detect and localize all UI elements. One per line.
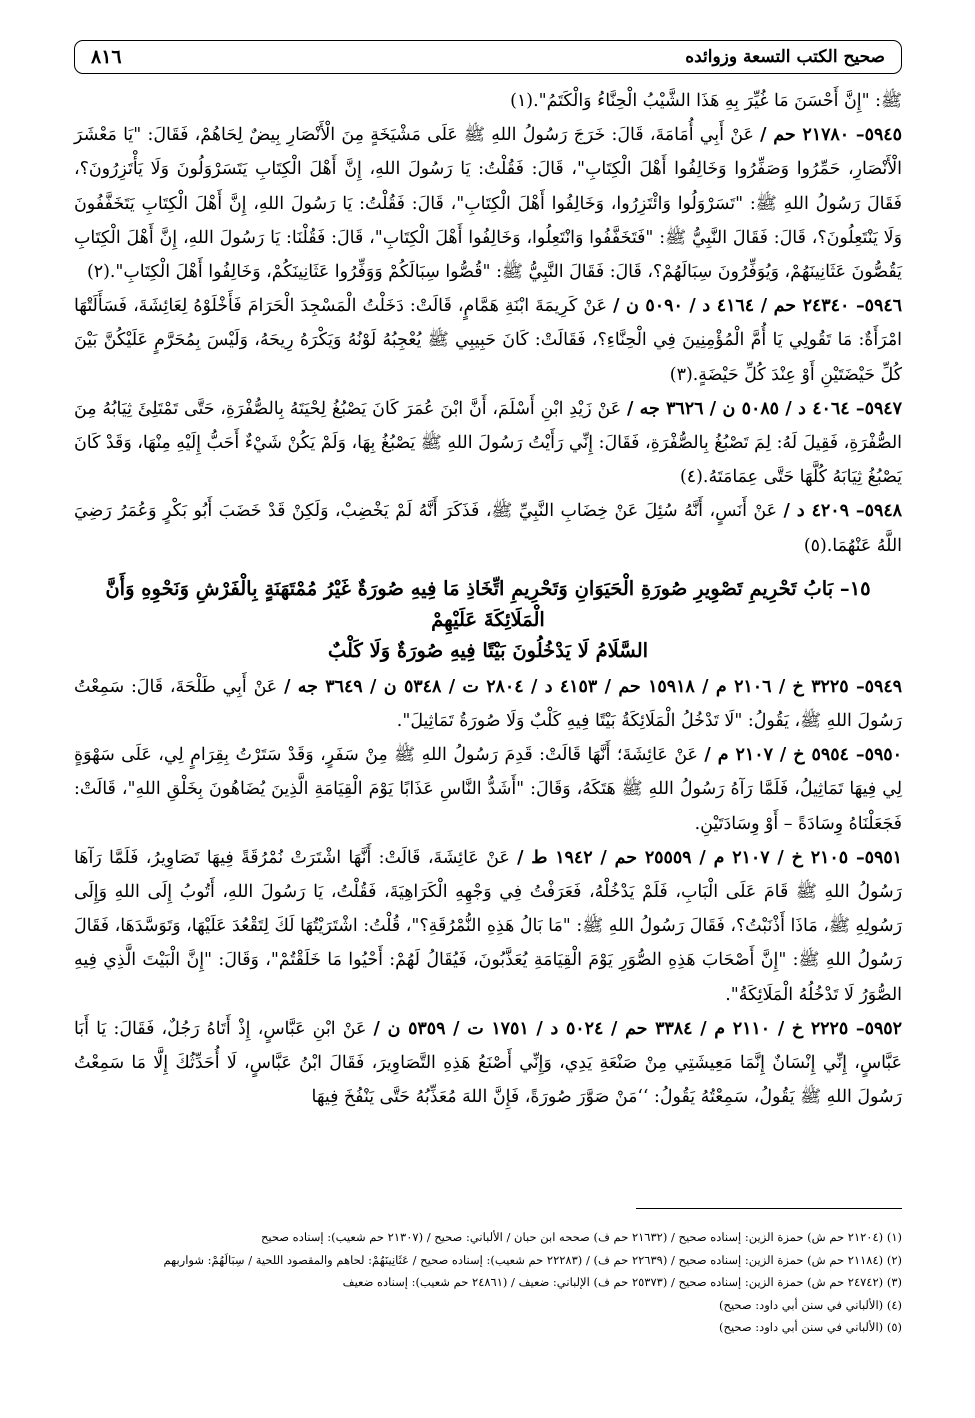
hadith-number: ٥٩٤٨– ٤٢٠٩ د / xyxy=(783,501,903,522)
footnote: (٤) (الألباني في سنن أبي داود: صحيح) xyxy=(719,1297,902,1312)
footnote: (٢) (٢١١٨٤ حم ش) حمزة الزين: إسناده صحيح / (٢٢٦٣٩ حم ف) / (٢٢٢٨٣ حم شعيب): إسناده صحيح / عَثَانِينَهُمْ: لحاهم والمقصود اللحية / سِبَالَهُمْ: شواربهم xyxy=(163,1252,902,1267)
hadith-number: ٥٩٥٠– ٥٩٥٤ خ / ٢١٠٧ م / xyxy=(704,745,902,766)
hadith-number: ٥٩٤٩– ٣٢٢٥ خ / ٢١٠٦ م / ١٥٩١٨ حم / ٤١٥٣ د / ٢٨٠٤ ت / ٥٣٤٨ ن / ٣٦٤٩ جه / xyxy=(284,676,903,697)
footnote: (١) (٢١٢٠٤ حم ش) حمزة الزين: إسناده صحيح / (٢١٦٣٢ حم ف) صححه ابن حبان / الألباني: صحيح / (٢١٣٠٧ حم شعيب): إسناده صحيح xyxy=(260,1230,902,1244)
footnotes xyxy=(74,1226,902,1339)
hadith-paragraph xyxy=(74,84,902,118)
hadith-text: عَنْ أَبِي أُمَامَةَ، قَالَ: خَرَجَ رَسُولُ اللهِ ﷺ عَلَى مَشْيَخَةٍ مِنَ الْأَنْصَارِ بِيضٌ لِحَاهُمْ، فَقَالَ: "يَا مَعْشَرَ الْأَنْصَارِ، حَمِّرُوا وَصَفِّرُوا وَخَالِفُوا أَهْلَ الْكِتَابِ"، قَالَ: فَقُلْتُ: يَا رَسُولَ اللهِ، إِنَّ أَهْلَ الْكِتَابِ يَتَسَرْوَلُونَ وَلَا يَأْتَزِرُونَ؟، فَقَالَ رَسُولُ اللهِ ﷺ: "تَسَرْوَلُوا وَائْتَزِرُوا، وَخَالِفُوا أَهْلَ الْكِتَابِ"، قَالَ: فَقُلْتُ: يَا رَسُولَ اللهِ، إِنَّ أَهْلَ الْكِتَابِ يَتَخَفَّفُونَ وَلَا يَنْتَعِلُونَ؟، قَالَ: فَقَالَ النَّبِيُّ ﷺ: "فَتَخَفَّفُوا وَانْتَعِلُوا، وَخَالِفُوا أَهْلَ الْكِتَابِ"، قَالَ: فَقُلْنَا: يَا رَسُولَ اللهِ، إِنَّ أَهْلَ الْكِتَابِ يَقُصُّونَ عَثَانِينَهُمْ، وَيُوَفِّرُونَ سِبَالَهُمْ؟، قَالَ: فَقَالَ النَّبِيُّ ﷺ: "قُصُّوا سِبَالَكُمْ وَوَفِّرُوا عَثَانِينَكُمْ، وَخَالِفُوا أَهْلَ الْكِتَابِ".(٢) xyxy=(74,125,902,283)
hadith-paragraph xyxy=(74,738,902,841)
footnote: (٣) (٢٤٧٤٢ حم ش) حمزة الزين: إسناده صحيح / (٢٥٣٧٣ حم ف) الإلباني: ضعيف / (٢٤٨٦١ حم شعيب): إسناده ضعيف xyxy=(342,1275,902,1290)
hadith-number: ٥٩٥١– ٢١٠٥ خ / ٢١٠٧ م / ٢٥٥٥٩ حم / ١٩٤٢ ط / xyxy=(517,847,903,868)
hadith-paragraph xyxy=(74,118,902,289)
hadith-number: ٥٩٤٧– ٤٠٦٤ د / ٥٠٨٥ ن / ٣٦٢٦ جه / xyxy=(626,398,902,419)
hadith-paragraph xyxy=(74,289,902,392)
hadith-number: ٥٩٤٥– ٢١٧٨٠ حم / xyxy=(760,125,902,146)
hadith-text: عَنْ أَنَسٍ، أَنَّهُ سُئِلَ عَنْ خِضَابِ النَّبِيِّ ﷺ، فَذَكَرَ أَنَّهُ لَمْ يَخْضِبْ، وَلَكِنْ قَدْ خَضَبَ أَبُو بَكْرٍ وَعُمَرُ رَضِيَ اللَّهُ عَنْهُمَا.(٥) xyxy=(74,501,902,556)
page-number: ٨١٦ xyxy=(91,46,122,68)
hadith-text: عَنْ زَيْدِ ابْنِ أَسْلَمَ، أَنَّ ابْنَ عُمَرَ كَانَ يَصْبُغُ لِحْيَتَهُ بِالصُّفْرَةِ، حَتَّى تَمْتَلِئَ ثِيَابُهُ مِنَ الصُّفْرَةِ، فَقِيلَ لَهُ: لِمَ تَصْبُغُ بِالصُّفْرَةِ، فَقَالَ: إِنِّي رَأَيْتُ رَسُولَ اللهِ ﷺ يَصْبُغُ بِهَا، وَلَمْ يَكُنْ شَيْءٌ أَحَبُّ إِلَيْهِ مِنْهَا، وَقَدْ كَانَ يَصْبُغُ ثِيَابَهُ كُلَّهَا حَتَّى عِمَامَتَهُ.(٤) xyxy=(74,398,902,488)
chapter-title-line: ١٥– بَابُ تَحْرِيمِ تَصْوِيرِ صُورَةِ الْحَيَوَانِ وَتَحْرِيمِ اتِّخَاذِ مَا فِيهِ صُورَةٌ غَيْرُ مُمْتَهَنَةٍ بِالْفَرْشِ وَنَحْوِهِ وَأَنَّ الْمَلَائِكَةَ عَلَيْهِمْ xyxy=(105,576,871,631)
hadith-number: ٥٩٥٢– ٢٢٢٥ خ / ٢١١٠ م / ٣٣٨٤ حم / ٥٠٢٤ د / ١٧٥١ ت / ٥٣٥٩ ن / xyxy=(373,1018,902,1039)
page-header xyxy=(74,40,902,74)
book-title: صحيح الكتب التسعة وزوائده xyxy=(685,47,885,67)
hadith-paragraph xyxy=(74,392,902,495)
hadith-text: عَنْ عَائِشَةَ، قَالَتْ: أَنَّهَا اشْتَرَتْ نُمْرُقَةً فِيهَا تَصَاوِيرُ، فَلَمَّا رَآهَا رَسُولُ اللهِ ﷺ قَامَ عَلَى الْبَابِ، فَلَمْ يَدْخُلْهُ، فَعَرَفْتُ فِي وَجْهِهِ الْكَرَاهِيَةَ، فَقُلْتُ، يَا رَسُولَ اللهِ، أَتُوبُ إِلَى اللهِ وَإِلَى رَسُولِهِ ﷺ، مَاذَا أَذْنَبْتُ؟، فَقَالَ رَسُولُ اللهِ ﷺ: "مَا بَالُ هَذِهِ النُّمْرُقَةِ؟"، قُلْتُ: اشْتَرَيْتُهَا لَكَ لِتَقْعُدَ عَلَيْهَا، وَتَوَسَّدَهَا، فَقَالَ رَسُولُ اللهِ ﷺ: "إِنَّ أَصْحَابَ هَذِهِ الصُّوَرِ يَوْمَ الْقِيَامَةِ يُعَذَّبُونَ، فَيُقَالُ لَهُمْ: أَحْيُوا مَا خَلَقْتُمْ"، وَقَالَ: "إِنَّ الْبَيْتَ الَّذِي فِيهِ الصُّوَرُ لَا تَدْخُلُهُ الْمَلَائِكَةُ". xyxy=(74,847,902,1005)
chapter-heading xyxy=(74,573,902,666)
main-text xyxy=(74,84,902,1114)
hadith-text: عَنْ كَرِيمَةَ ابْنَةِ هَمَّامٍ، قَالَتْ: دَخَلْتُ الْمَسْجِدَ الْحَرَامَ فَأَخْلَوْهُ لِعَائِشَةَ، فَسَأَلَتْهَا امْرَأَةٌ: مَا تَقُولِي يَا أُمَّ الْمُؤْمِنِينَ فِي الْحِنَّاءِ؟، فَقَالَتْ: كَانَ حَبِيبِي ﷺ يُعْجِبُهُ لَوْنُهُ وَيَكْرَهُ رِيحَهُ، وَلَيْسَ بِمُحَرَّمٍ عَلَيْكُنَّ بَيْنَ كُلِّ حَيْضَتَيْنِ أَوْ عِنْدَ كُلِّ حَيْضَةٍ.(٣) xyxy=(74,296,902,385)
hadith-paragraph xyxy=(74,1012,902,1115)
page xyxy=(74,40,902,1114)
chapter-title-line: السَّلَامُ لَا يَدْخُلُونَ بَيْتًا فِيهِ صُورَةٌ وَلَا كَلْبٌ xyxy=(327,638,649,662)
hadith-text: عَنْ ابْنِ عَبَّاسٍ، إِذْ أَتَاهُ رَجُلٌ، فَقَالَ: يَا أَبَا عَبَّاسٍ، إِنِّي إِنْسَانٌ إِنَّمَا مَعِيشَتِي مِنْ صَنْعَةِ يَدِي، وَإِنِّي أَصْنَعُ هَذِهِ التَّصَاوِيرَ، فَقَالَ ابْنُ عَبَّاسٍ، لَا أُحَدِّثُكَ إِلَّا مَا سَمِعْتُ رَسُولَ اللهِ ﷺ يَقُولُ، سَمِعْتُهُ يَقُولُ: ‘‘مَنْ صَوَّرَ صُورَةً، فَإِنَّ اللهَ مُعَذِّبُهُ حَتَّى يَنْفُخَ فِيهَا xyxy=(74,1018,902,1108)
hadith-text: عَنْ عَائِشَةَ؛ أَنَّهَا قَالَتْ: قَدِمَ رَسُولُ اللهِ ﷺ مِنْ سَفَرٍ، وَقَدْ سَتَرْتُ بِقِرَامٍ لِي، عَلَى سَهْوَةٍ لِي فِيهَا تَمَاثِيلُ، فَلَمَّا رَآهُ رَسُولُ اللهِ ﷺ هَتَكَهُ، وَقَالَ: "أَشَدُّ النَّاسِ عَذَابًا يَوْمَ الْقِيَامَةِ الَّذِينَ يُضَاهُونَ بِخَلْقِ اللهِ"، قَالَتْ: فَجَعَلْنَاهُ وِسَادَةً – أَوْ وِسَادَتَيْنِ. xyxy=(74,745,902,834)
hadith-paragraph xyxy=(74,494,902,562)
hadith-paragraph xyxy=(74,670,902,738)
footnote: (٥) (الألباني في سنن أبي داود: صحيح) xyxy=(719,1320,902,1335)
hadith-text: عَنْ أَبِي طَلْحَةَ، قَالَ: سَمِعْتُ رَسُولَ اللهِ ﷺ، يَقُولُ: "لَا تَدْخُلُ الْمَلَائِكَةُ بَيْتًا فِيهِ كَلْبٌ وَلَا صُورَةُ تَمَاثِيلَ". xyxy=(74,676,902,732)
hadith-paragraph xyxy=(74,841,902,1012)
hadith-number: ٥٩٤٦– ٢٤٣٤٠ حم / ٤١٦٤ د / ٥٠٩٠ ن / xyxy=(613,296,903,317)
footnote-divider xyxy=(636,1208,902,1209)
hadith-text: ﷺ: "إِنَّ أَحْسَنَ مَا غُيِّرَ بِهِ هَذَا الشَّيْبُ الْحِنَّاءُ وَالْكَتَمُ".(١) xyxy=(510,91,902,111)
